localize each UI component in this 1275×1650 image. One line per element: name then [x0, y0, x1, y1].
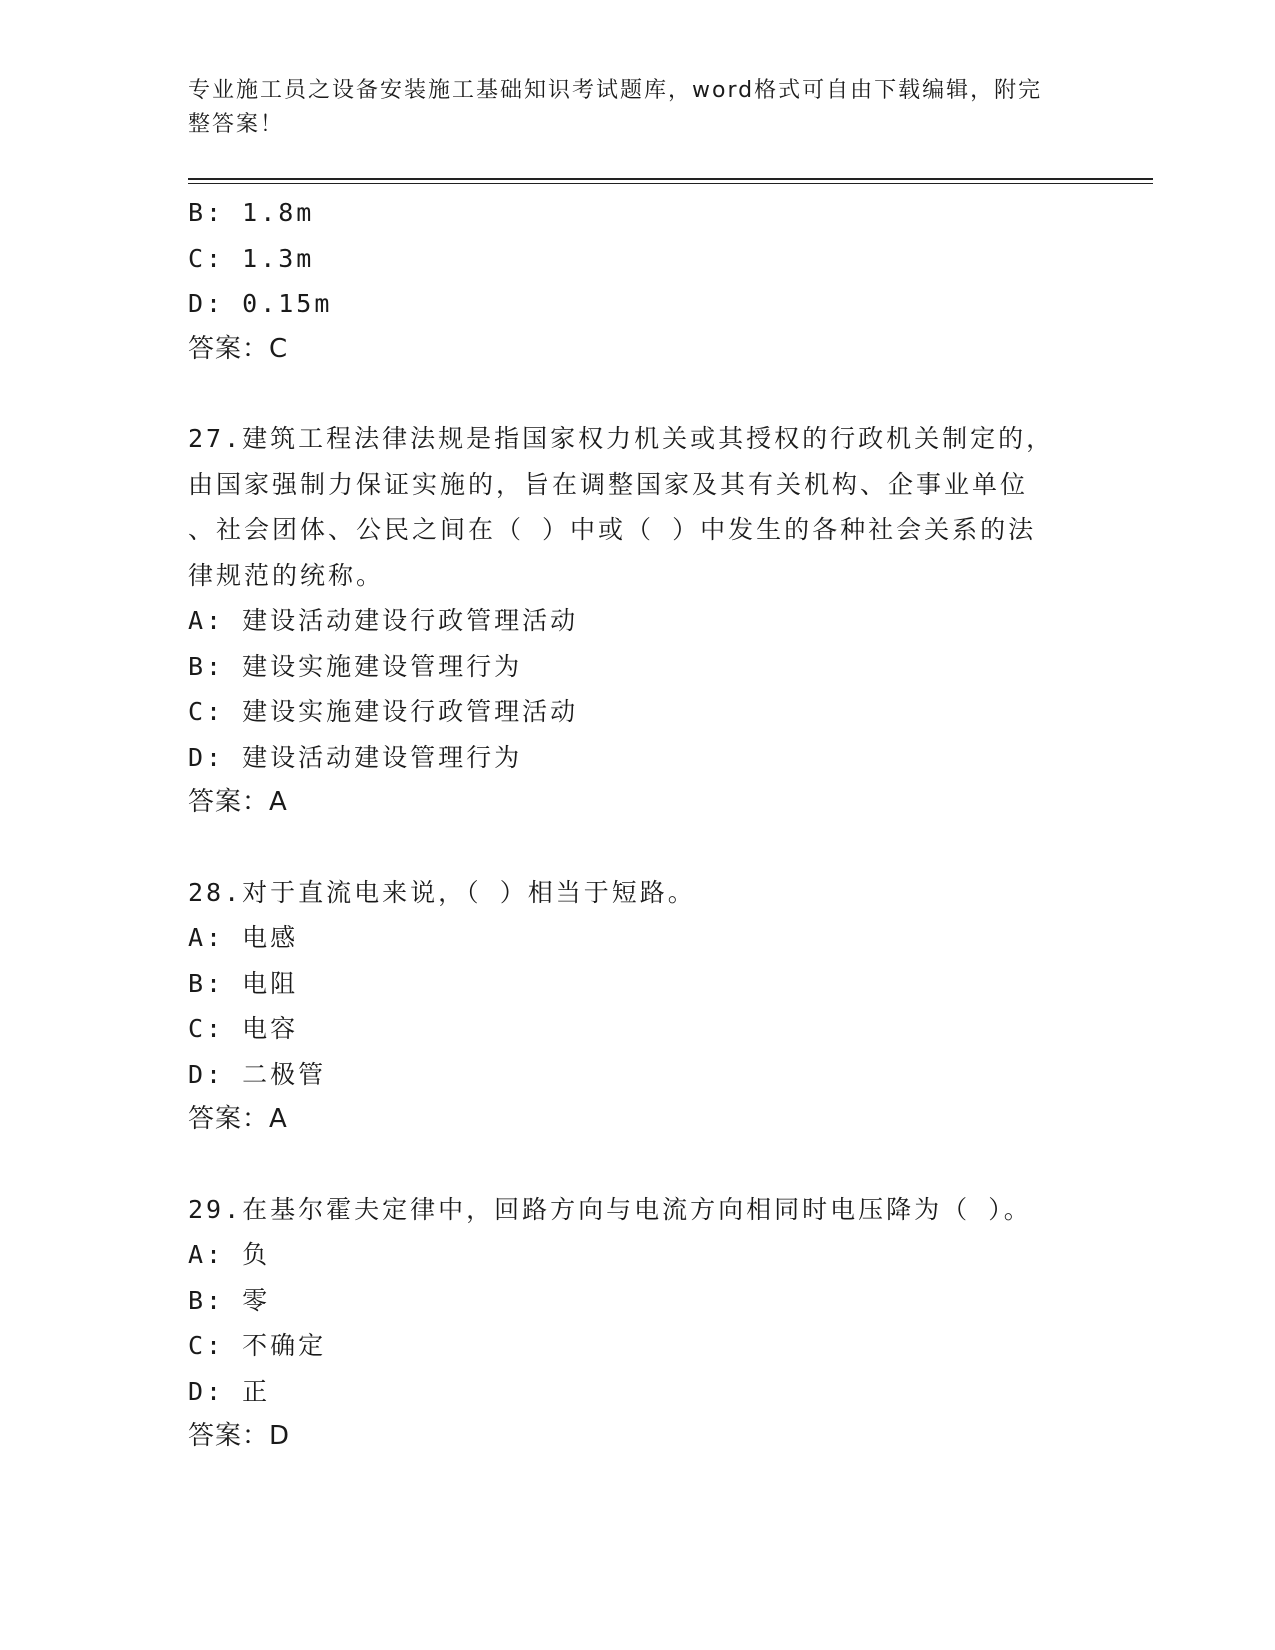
header-rule-thin	[188, 183, 1153, 184]
header-line-2: 整答案！	[188, 112, 285, 137]
question-stem-line: 由国家强制力保证实施的，旨在调整国家及其有关机构、企事业单位	[188, 469, 1029, 499]
option-a: A: 负	[188, 1240, 271, 1269]
option-d: D: 建设活动建设管理行为	[188, 742, 523, 772]
option-d: D: 二极管	[188, 1059, 327, 1089]
question-gap	[188, 826, 1068, 870]
answer-line: 答案：C	[188, 333, 289, 364]
option-a: A: 电感	[188, 923, 299, 952]
option-c: C: 1.3m	[188, 243, 315, 273]
question-27	[188, 416, 1068, 826]
option-d: D: 正	[188, 1376, 271, 1406]
question-gap	[188, 1143, 1068, 1187]
header-line-1: 专业施工员之设备安装施工基础知识考试题库，word格式可自由下载编辑，附完	[188, 78, 1043, 103]
question-stem-line: 29.在基尔霍夫定律中，回路方向与电流方向相同时电压降为（ ）。	[188, 1194, 1032, 1224]
question-partial	[188, 190, 1068, 372]
question-list	[188, 190, 1068, 1460]
option-b: B: 建设实施建设管理行为	[188, 651, 523, 681]
option-b: B: 1.8m	[188, 198, 315, 227]
header-rule-thick	[188, 178, 1153, 180]
question-stem-line: 律规范的统称。	[188, 560, 385, 590]
page-header	[188, 74, 1068, 142]
question-gap	[188, 372, 1068, 416]
question-stem-line: 27.建筑工程法律法规是指国家权力机关或其授权的行政机关制定的，	[188, 424, 1055, 453]
option-c: C: 建设实施建设行政管理活动	[188, 697, 579, 726]
question-29	[188, 1187, 1068, 1460]
option-a: A: 建设活动建设行政管理活动	[188, 606, 579, 635]
option-c: C: 不确定	[188, 1331, 327, 1360]
question-stem-line: 28.对于直流电来说，（ ）相当于短路。	[188, 877, 696, 907]
option-b: B: 电阻	[188, 968, 299, 998]
answer-line: 答案：D	[188, 1421, 291, 1451]
option-d: D: 0.15m	[188, 289, 333, 318]
answer-line: 答案：A	[188, 787, 288, 817]
option-c: C: 电容	[188, 1014, 299, 1043]
answer-line: 答案：A	[188, 1104, 288, 1134]
question-stem-line: 、社会团体、公民之间在（ ）中或（ ）中发生的各种社会关系的法	[188, 515, 1037, 544]
option-b: B: 零	[188, 1285, 271, 1315]
question-28	[188, 870, 1068, 1143]
